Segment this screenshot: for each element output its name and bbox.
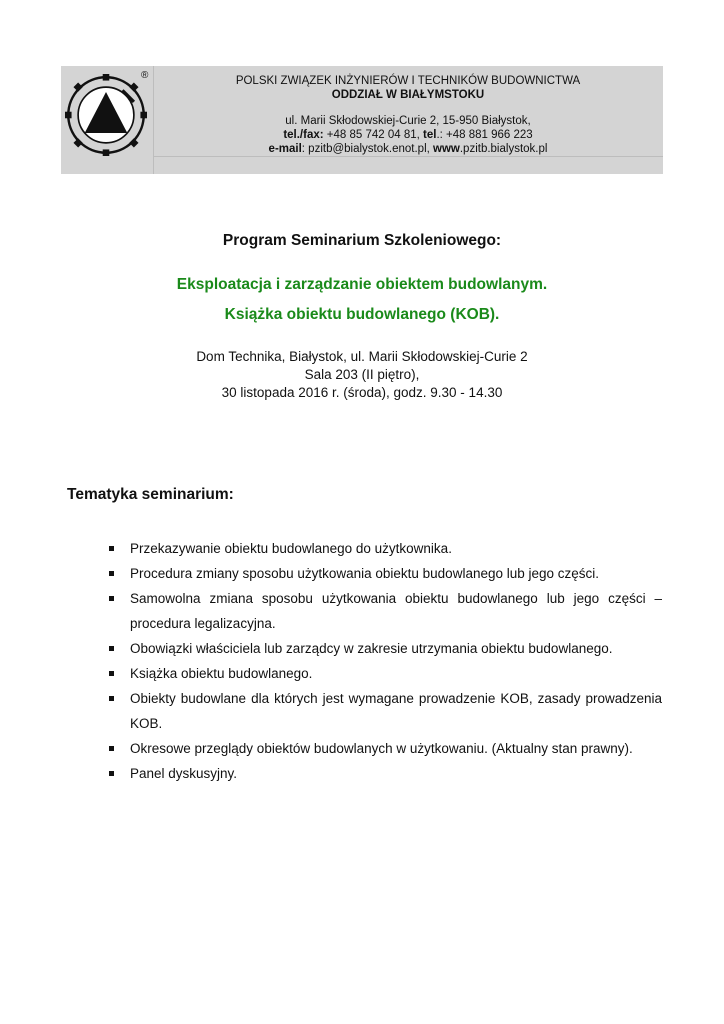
list-item: Panel dyskusyjny. xyxy=(106,761,662,786)
tel-label: tel xyxy=(423,129,437,141)
list-item: Procedura zmiany sposobu użytkowania obiektu budowlanego lub jego części. xyxy=(106,561,662,586)
www-value[interactable]: .pzitb.bialystok.pl xyxy=(459,143,548,155)
tel-value: .: +48 881 966 223 xyxy=(436,129,533,141)
letterhead xyxy=(61,66,663,174)
venue-line-2: Sala 203 (II piętro), xyxy=(304,367,420,382)
email-label: e-mail xyxy=(268,143,302,155)
list-item: Książka obiektu budowlanego. xyxy=(106,661,662,686)
list-item: Obowiązki właściciela lub zarządcy w zakresie utrzymania obiektu budowlanego. xyxy=(106,636,662,661)
list-item: Samowolna zmiana sposobu użytkowania obiektu budowlanego lub jego części – procedura legalizacyjna. xyxy=(106,586,662,636)
venue-block xyxy=(0,348,724,402)
logo-cell xyxy=(61,66,154,174)
www-label: www xyxy=(433,143,460,155)
phone-line xyxy=(153,128,663,142)
venue-line-1: Dom Technika, Białystok, ul. Marii Skłodowskiej-Curie 2 xyxy=(196,349,528,364)
address: ul. Marii Skłodowskiej-Curie 2, 15-950 Białystok, xyxy=(285,115,531,127)
email-value[interactable]: : pzitb@bialystok.enot.pl, xyxy=(301,143,434,155)
branch-name: ODDZIAŁ W BIAŁYMSTOKU xyxy=(331,89,485,101)
org-name: POLSKI ZWIĄZEK INŻYNIERÓW I TECHNIKÓW BUDOWNICTWA xyxy=(235,75,581,87)
program-title: Program Seminarium Szkoleniowego: xyxy=(222,232,502,249)
list-item: Przekazywanie obiektu budowlanego do użytkownika. xyxy=(106,536,662,561)
contact-line xyxy=(153,142,663,156)
header-divider xyxy=(153,156,663,157)
phone-label: tel./fax: xyxy=(283,129,324,141)
phone-value: +48 85 742 04 81, xyxy=(323,129,424,141)
subject-line-2: Książka obiektu budowlanego (KOB). xyxy=(224,306,500,323)
subject-line-1: Eksploatacja i zarządzanie obiektem budowlanym. xyxy=(176,276,548,293)
topics-list xyxy=(106,536,662,786)
list-item: Okresowe przeglądy obiektów budowlanych w użytkowaniu. (Aktualny stan prawny). xyxy=(106,736,662,761)
letterhead-text xyxy=(153,74,663,156)
topics-heading: Tematyka seminarium: xyxy=(67,486,234,503)
list-item: Obiekty budowlane dla których jest wymagane prowadzenie KOB, zasady prowadzenia KOB. xyxy=(106,686,662,736)
pzitb-logo xyxy=(65,74,147,156)
registered-mark: ® xyxy=(141,70,149,81)
venue-line-3: 30 listopada 2016 r. (środa), godz. 9.30 - 14.30 xyxy=(221,385,503,400)
